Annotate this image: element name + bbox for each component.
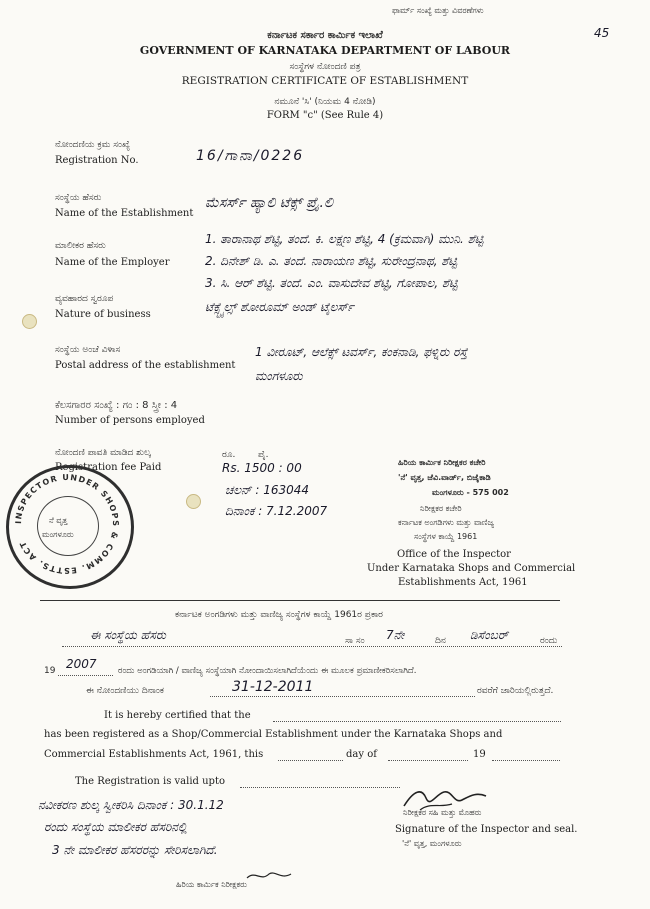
office-stamp-line-3: ಮಂಗಳೂರು - 575 002	[432, 488, 509, 497]
page-number: 45	[594, 26, 610, 40]
cert-line1-day-label: ದಿನ	[435, 636, 446, 646]
valid-label: The Registration is valid upto	[75, 776, 225, 787]
cert-line2-text: ರಂದು ಅಂಗಡಿಯಾಗಿ / ವಾಣಿಜ್ಯ ಸಂಸ್ಥೆಯಾಗಿ ನೋಂದಾಯಿಸಲಾಗಿದೆಯೆಂದು ಈ ಮೂಲಕ ಪ್ರಮಾಣೀಕರಿಸಲಾಗಿದೆ.	[118, 666, 417, 676]
persons-label: Number of persons employed	[55, 415, 205, 426]
office-kn-3: ಸಂಸ್ಥೆಗಳ ಕಾಯ್ದೆ 1961	[414, 532, 478, 541]
cert-line3-prefix: ಈ ನೋಂದಣಿಯು ದಿನಾಂಕ	[86, 686, 164, 696]
fee-label: Registration fee Paid	[55, 462, 162, 473]
address-label: Postal address of the establishment	[55, 360, 236, 371]
office-stamp-line-2: 'ನೆ' ವೃತ್ತ, ಜೆವಿ.ವಾರ್ಡ್, ಬಿಜೈಕಾಡಿ	[398, 473, 491, 482]
fee-amount: Rs. 1500 : 00	[222, 461, 302, 475]
initials-scribble	[245, 868, 295, 884]
seal-ring-text: INSPECTOR UNDER SHOPS & COMM. ESTTS. ACT	[13, 472, 121, 576]
cert-line1-mid: ಸಾ ಸಂ	[345, 636, 365, 646]
cert-line2-year: 2007	[66, 657, 97, 671]
punch-hole	[22, 314, 37, 329]
fee-ps-label: ಪೈ.	[258, 450, 269, 460]
establishment-value: ಮೆಸರ್ಸ್ ಹ್ಯಾಲಿ ಟೆಕ್ಸ್ ಪ್ರೈ.ಲಿ	[205, 195, 333, 211]
top-right-note: ಫಾರ್ಮ್ ಸಂಖ್ಯೆ ಮತ್ತು ವಿವರಣೆಗಳು	[392, 6, 484, 15]
cert-line1-end: ರಂದು	[540, 636, 558, 646]
kannada-form: ನಮೂನೆ 'ಸಿ' (ನಿಯಮ 4 ನೋಡಿ)	[274, 97, 376, 107]
cert-line5: has been registered as a Shop/Commercial Establishment under the Karnataka Shops and	[44, 729, 503, 740]
office-en-1: Office of the Inspector	[397, 549, 511, 560]
office-en-3: Establishments Act, 1961	[398, 577, 528, 588]
fill-line	[62, 646, 562, 647]
office-stamp-line-1: ಹಿರಿಯ ಕಾರ್ಮಿಕ ನಿರೀಕ್ಷಕರ ಕಚೇರಿ	[398, 458, 486, 467]
establishment-kn-label: ಸಂಸ್ಥೆಯ ಹೆಸರು	[55, 193, 102, 203]
round-seal	[6, 465, 134, 589]
business-value: ಟೆಕ್ಸ್ಟೈಲ್ಸ್ ಶೋರೂಮ್ ಅಂಡ್ ಟೈಲರ್ಸ್	[205, 300, 354, 314]
punch-hole	[186, 494, 201, 509]
renewal-line-2: ರಂದು ಸಂಸ್ಥೆಯ ಮಾಲೀಕರ ಹೆಸರಿನಲ್ಲಿ	[44, 820, 188, 834]
fill-line	[273, 721, 561, 722]
cert-line3-date: 31-12-2011	[232, 679, 314, 695]
reg-no-value: 16/ಗಾನಾ/0226	[196, 148, 305, 164]
renewal-line-3: 3 ನೇ ಮಾಲೀಕರ ಹೆಸರರನ್ನು ಸೇರಿಸಲಾಗಿದೆ.	[52, 843, 218, 857]
office-kn-1: ನಿರೀಕ್ಷಕರ ಕಚೇರಿ	[420, 504, 462, 513]
cert-line1-day: 7ನೇ	[386, 628, 405, 642]
cert-line1-month: ಡಿಸೆಂಬರ್	[470, 628, 509, 642]
fill-line	[240, 787, 400, 788]
signature-place: 'ನೆ' ವೃತ್ತ, ಮಂಗಳೂರು	[402, 839, 462, 848]
fee-kn-label: ನೋಂದಣಿ ಪಾವತಿ ಮಾಡಿದ ಶುಲ್ಕ	[55, 448, 151, 458]
fee-date: ದಿನಾಂಕ : 7.12.2007	[225, 504, 328, 518]
cert-line1-hw: ಈ ಸಂಸ್ಥೆಯ ಹೆಸರು	[90, 628, 166, 642]
cert-line6-c: 19	[473, 749, 486, 760]
employer-line-1: 1. ತಾರಾನಾಥ ಶೆಟ್ಟಿ, ತಂದೆ. ಕಿ. ಲಕ್ಷ್ಮಣ ಶೆಟ್ಟಿ, 4 (ಕ್ರಮವಾಗಿ) ಮುನಿ. ಶೆಟ್ಟಿ	[205, 232, 484, 246]
seal-center-1: ನೆ ವೃತ್ತ	[49, 516, 68, 525]
employer-kn-label: ಮಾಲೀಕರ ಹೆಸರು	[55, 241, 106, 251]
cert-line3-suffix: ರವರೆಗೆ ಜಾರಿಯಲ್ಲಿರುತ್ತದೆ.	[477, 686, 554, 696]
address-kn-label: ಸಂಸ್ಥೆಯ ಅಂಚೆ ವಿಳಾಸ	[55, 345, 121, 355]
seal-center-2: ಮಂಗಳೂರು	[42, 530, 74, 539]
signature-label: Signature of the Inspector and seal.	[395, 824, 578, 835]
signature-kn-label: ನಿರೀಕ್ಷಕರ ಸಹಿ ಮತ್ತು ಮೊಹರು	[403, 808, 482, 817]
inspector-sign-label: ಹಿರಿಯ ಕಾರ್ಮಿಕ ನಿರೀಕ್ಷಕರು	[176, 880, 247, 889]
cert-line4: It is hereby certified that the	[104, 710, 251, 721]
fill-line	[58, 675, 113, 676]
english-form: FORM "c" (See Rule 4)	[266, 110, 384, 121]
employer-line-2: 2. ದಿನೇಶ್ ಡಿ. ಎ. ತಂದೆ. ನಾರಾಯಣ ಶೆಟ್ಟಿ, ಸುರೇಂದ್ರನಾಥ, ಶೆಟ್ಟಿ	[205, 254, 458, 268]
business-label: Nature of business	[55, 309, 151, 320]
renewal-line-1: ನವೀಕರಣ ಶುಲ್ಕ ಸ್ವೀಕರಿಸಿ ದಿನಾಂಕ : 30.1.12	[38, 798, 224, 812]
cert-kn-heading: ಕರ್ನಾಟಕ ಅಂಗಡಿಗಳು ಮತ್ತು ವಾಣಿಜ್ಯ ಸಂಸ್ಥೆಗಳ ಕಾಯ್ದೆ 1961ರ ಪ್ರಕಾರ	[175, 610, 383, 620]
establishment-label: Name of the Establishment	[55, 208, 194, 219]
fill-line	[388, 760, 468, 761]
employer-line-3: 3. ಸಿ. ಆರ್ ಶೆಟ್ಟಿ. ತಂದೆ. ಎಂ. ವಾಸುದೇವ ಶೆಟ್ಟಿ, ಗೋಪಾಲ, ಶೆಟ್ಟಿ	[205, 276, 458, 290]
reg-no-kn-label: ನೋಂದಣಿಯ ಕ್ರಮ ಸಂಖ್ಯೆ	[55, 140, 131, 150]
cert-line6-a: Commercial Establishments Act, 1961, this	[44, 749, 264, 760]
kannada-cert-title: ಸಂಸ್ಥೆಗಳ ನೋಂದಣಿ ಪತ್ರ	[289, 62, 361, 72]
cert-line2-prefix: 19	[44, 666, 56, 676]
fill-line	[492, 760, 560, 761]
fill-line	[278, 760, 343, 761]
seal-inner	[37, 496, 99, 556]
persons-kn-label: ಕೆಲಸಗಾರರ ಸಂಖ್ಯೆ : ಗಂ : 8 ಸ್ತ್ರೀ : 4	[55, 400, 178, 411]
fee-receipt: ಚಲನ್ : 163044	[225, 483, 310, 497]
address-line-2: ಮಂಗಳೂರು	[255, 369, 303, 383]
office-kn-2: ಕರ್ನಾಟಕ ಅಂಗಡಿಗಳು ಮತ್ತು ವಾಣಿಜ್ಯ	[398, 518, 495, 527]
business-kn-label: ವ್ಯವಹಾರದ ಸ್ವರೂಪ	[55, 294, 114, 304]
fill-line	[210, 696, 475, 697]
kannada-title: ಕರ್ನಾಟಕ ಸರ್ಕಾರ ಕಾರ್ಮಿಕ ಇಲಾಖೆ	[267, 30, 383, 41]
cert-line6-b: day of	[346, 749, 377, 760]
office-en-2: Under Karnataka Shops and Commercial	[367, 563, 576, 574]
english-title: GOVERNMENT OF KARNATAKA DEPARTMENT OF LABOUR	[139, 44, 511, 57]
english-cert-title: REGISTRATION CERTIFICATE OF ESTABLISHMENT	[181, 75, 469, 87]
section-rule	[40, 600, 560, 601]
employer-label: Name of the Employer	[55, 257, 170, 268]
address-line-1: 1 ವೀರೂಟ್, ಆಲೆಕ್ಸ್ ಟವರ್ಸ್, ಕಂಕನಾಡಿ, ಫಳ್ನಿರು ರಸ್ತೆ	[255, 345, 468, 359]
reg-no-label: Registration No.	[55, 155, 139, 166]
fee-rs-label: ರೂ.	[222, 450, 236, 460]
